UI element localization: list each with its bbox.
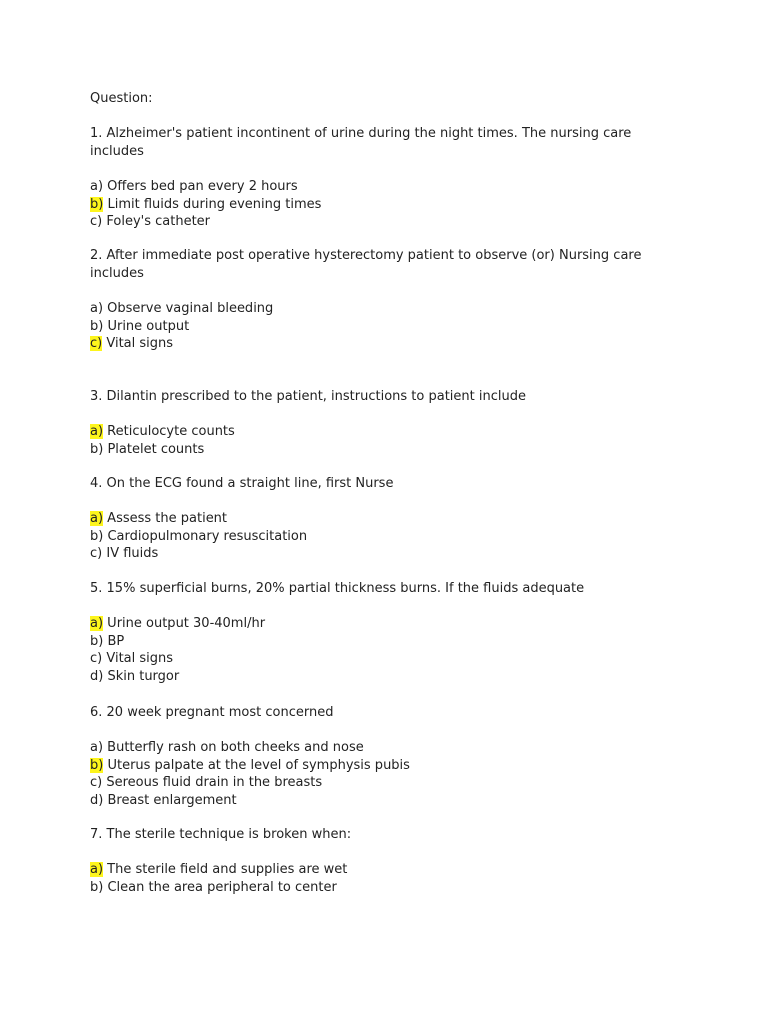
question-text: 4. On the ECG found a straight line, first Nurse (90, 476, 394, 491)
option-item (90, 615, 680, 633)
option-item (90, 633, 680, 651)
option-text: Urine output (103, 318, 190, 334)
question-3 (90, 388, 680, 458)
option-text: Sereous fluid drain in the breasts (102, 775, 323, 790)
question-6 (90, 704, 680, 809)
option-text: Offers bed pan every 2 hours (103, 179, 298, 194)
option-text: Uterus palpate at the level of symphysis pubis (103, 757, 410, 773)
option-letter: a) (90, 424, 104, 439)
option-item (90, 318, 680, 336)
option-item (90, 861, 680, 879)
option-text: Butterfly rash on both cheeks and nose (103, 740, 364, 755)
option-letter: a) (90, 740, 104, 755)
option-text: Breast enlargement (103, 792, 237, 808)
option-text: Assess the patient (103, 511, 228, 526)
option-list (90, 510, 680, 563)
question-text: 1. Alzheimer's patient incontinent of urine during the night times. The nursing care includes (90, 126, 632, 159)
question-text: 5. 15% superficial burns, 20% partial thickness burns. If the fluids adequate (90, 581, 585, 596)
option-item (90, 196, 680, 214)
option-text: IV fluids (102, 546, 159, 561)
option-list (90, 861, 680, 896)
option-item (90, 335, 680, 353)
option-letter: a) (90, 862, 104, 877)
option-text: Foley's catheter (102, 214, 211, 229)
option-text: Clean the area peripheral to center (103, 879, 337, 895)
question-text: 2. After immediate post operative hysterectomy patient to observe (or) Nursing care includes (90, 248, 642, 281)
option-letter: a) (90, 301, 104, 316)
option-item (90, 423, 680, 441)
option-letter: a) (90, 511, 104, 526)
question-text: 3. Dilantin prescribed to the patient, instructions to patient include (90, 389, 526, 404)
question-5 (90, 580, 680, 685)
question-1 (90, 125, 680, 231)
option-item (90, 650, 680, 668)
option-item (90, 528, 680, 546)
option-letter: c) (90, 651, 103, 666)
option-letter: b) (90, 633, 104, 649)
option-item (90, 774, 680, 792)
option-letter: b) (90, 879, 104, 895)
option-text: Skin turgor (103, 668, 180, 684)
option-letter: c) (90, 546, 103, 561)
option-letter: b) (90, 528, 104, 544)
option-item (90, 510, 680, 528)
option-text: Platelet counts (103, 441, 205, 457)
option-text: Limit fluids during evening times (103, 196, 322, 212)
option-letter: a) (90, 179, 104, 194)
option-item (90, 792, 680, 810)
option-list (90, 615, 680, 685)
option-text: Reticulocyte counts (103, 424, 235, 439)
option-list (90, 178, 680, 231)
question-text: 7. The sterile technique is broken when: (90, 827, 352, 842)
option-item (90, 668, 680, 686)
option-text: Cardiopulmonary resuscitation (103, 528, 308, 544)
option-text: BP (103, 633, 125, 649)
option-text: Observe vaginal bleeding (103, 301, 274, 316)
option-item (90, 213, 680, 231)
question-7 (90, 826, 680, 896)
option-item (90, 739, 680, 757)
option-item (90, 757, 680, 775)
option-letter: d) (90, 668, 104, 684)
option-letter: c) (90, 336, 103, 351)
option-item (90, 879, 680, 897)
document-heading: Question: (90, 91, 153, 106)
option-letter: b) (90, 757, 104, 773)
option-letter: c) (90, 214, 103, 229)
option-item (90, 300, 680, 318)
option-text: The sterile field and supplies are wet (103, 862, 348, 877)
option-list (90, 300, 680, 353)
option-text: Urine output 30-40ml/hr (103, 616, 266, 631)
option-letter: b) (90, 441, 104, 457)
option-item (90, 441, 680, 459)
question-2 (90, 247, 680, 353)
option-text: Vital signs (102, 651, 174, 666)
option-item (90, 178, 680, 196)
option-letter: c) (90, 775, 103, 790)
option-letter: b) (90, 196, 104, 212)
option-letter: a) (90, 616, 104, 631)
question-4 (90, 475, 680, 563)
option-letter: d) (90, 792, 104, 808)
question-text: 6. 20 week pregnant most concerned (90, 705, 334, 720)
option-list (90, 739, 680, 809)
option-text: Vital signs (102, 336, 174, 351)
option-list (90, 423, 680, 458)
option-item (90, 545, 680, 563)
option-letter: b) (90, 318, 104, 334)
